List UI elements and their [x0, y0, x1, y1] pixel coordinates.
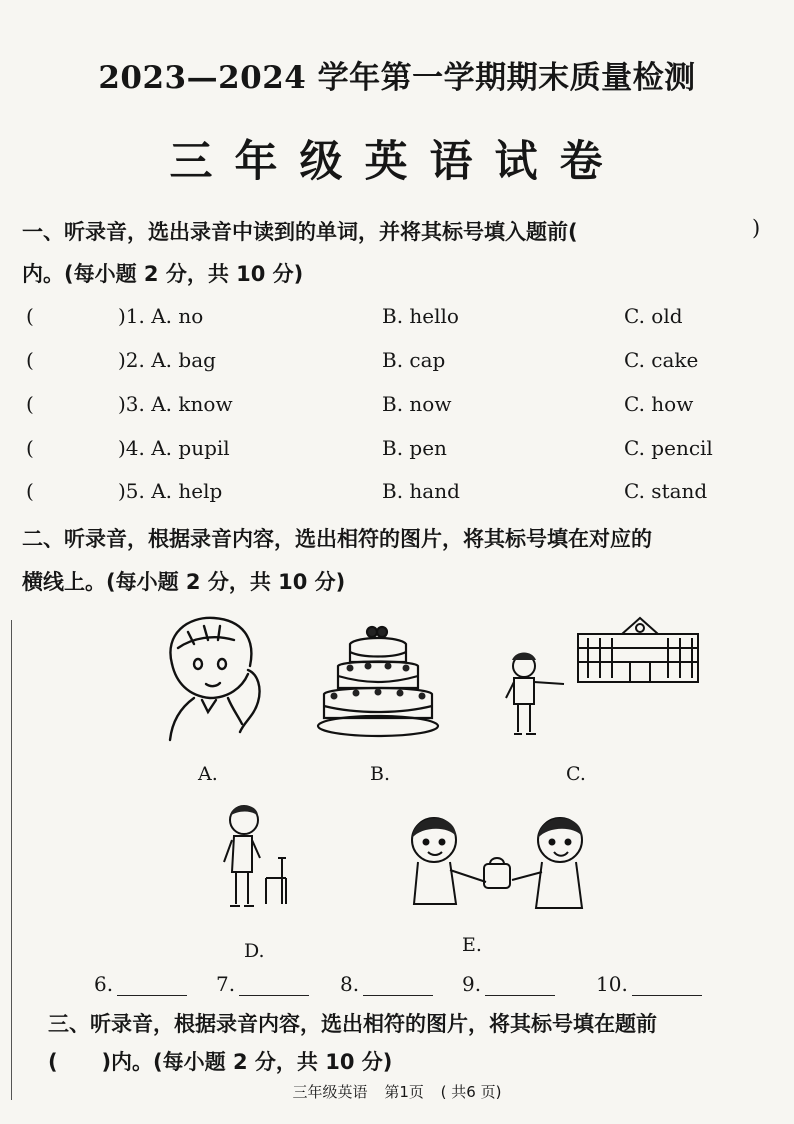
picture-label-d: D.: [244, 940, 265, 962]
cake-picture: [316, 622, 440, 738]
answer-blank[interactable]: [216, 972, 309, 996]
option-c: C. cake: [624, 348, 699, 372]
option-a: )2. A. bag: [118, 348, 216, 372]
picture-label-c: C.: [566, 763, 586, 785]
blank-line[interactable]: [632, 977, 702, 996]
option-b: B. hello: [382, 304, 459, 328]
answer-paren[interactable]: (: [26, 436, 34, 460]
option-a: )5. A. help: [118, 479, 223, 503]
question-row: [26, 479, 766, 509]
boy-thinking-picture: [158, 612, 268, 744]
question-row: [26, 392, 766, 422]
blank-number: 9.: [462, 972, 482, 996]
answer-paren[interactable]: (: [26, 479, 34, 503]
option-b: B. cap: [382, 348, 446, 372]
option-a: )1. A. no: [118, 304, 204, 328]
answer-blank[interactable]: [462, 972, 555, 996]
option-b: B. now: [382, 392, 452, 416]
blank-line[interactable]: [239, 977, 309, 996]
exam-subtitle: 三年级英语试卷: [169, 137, 625, 187]
option-c: C. how: [624, 392, 694, 416]
option-c: C. stand: [624, 479, 708, 503]
question-row: [26, 436, 766, 466]
question-row: [26, 348, 766, 378]
picture-label-b: B.: [370, 763, 391, 785]
boy-stand-up-picture: [216, 800, 296, 912]
blank-number: 6.: [94, 972, 114, 996]
blank-number: 7.: [216, 972, 236, 996]
section2-heading: 二、听录音，根据录音内容，选出相符的图片，将其标号填在对应的: [22, 527, 652, 551]
section1-heading: 一、听录音，选出录音中读到的单词，并将其标号填入题前(: [22, 220, 578, 244]
answer-paren[interactable]: (: [26, 348, 34, 372]
blank-line[interactable]: [485, 977, 555, 996]
question-row: [26, 304, 766, 334]
option-b: B. pen: [382, 436, 447, 460]
blank-line[interactable]: [117, 977, 187, 996]
section2-heading-line2: 横线上。(每小题 2 分，共 10 分): [22, 570, 346, 594]
section3-heading: 三、听录音，根据录音内容，选出相符的图片，将其标号填在题前: [48, 1012, 657, 1036]
answer-blank[interactable]: [596, 972, 702, 996]
option-a: )3. A. know: [118, 392, 233, 416]
section1-heading-line2: 内。(每小题 2 分，共 10 分): [22, 262, 304, 286]
answer-blank[interactable]: [94, 972, 187, 996]
boys-handing-bag-picture: [404, 808, 596, 916]
blank-number: 10.: [596, 972, 628, 996]
answer-blank[interactable]: [340, 972, 433, 996]
section1-heading-close-paren: ): [752, 216, 761, 240]
boy-pointing-school-picture: [502, 614, 702, 744]
binding-margin-line: [11, 620, 12, 1100]
option-c: C. pencil: [624, 436, 713, 460]
option-b: B. hand: [382, 479, 460, 503]
answer-paren[interactable]: (: [26, 392, 34, 416]
picture-label-e: E.: [462, 934, 482, 956]
footer-total-pages: ( 共6 页): [440, 1083, 502, 1101]
answer-paren[interactable]: (: [26, 304, 34, 328]
footer-subject: 三年级英语: [292, 1083, 368, 1101]
footer-page: 第1页: [384, 1083, 424, 1101]
exam-title: 2023—2024 学年第一学期期末质量检测: [98, 60, 696, 96]
option-c: C. old: [624, 304, 683, 328]
option-a: )4. A. pupil: [118, 436, 230, 460]
picture-label-a: A.: [198, 763, 218, 785]
page-footer: [0, 1081, 794, 1102]
section3-heading-line2: ( )内。(每小题 2 分，共 10 分): [48, 1050, 393, 1074]
blank-line[interactable]: [363, 977, 433, 996]
blank-number: 8.: [340, 972, 360, 996]
